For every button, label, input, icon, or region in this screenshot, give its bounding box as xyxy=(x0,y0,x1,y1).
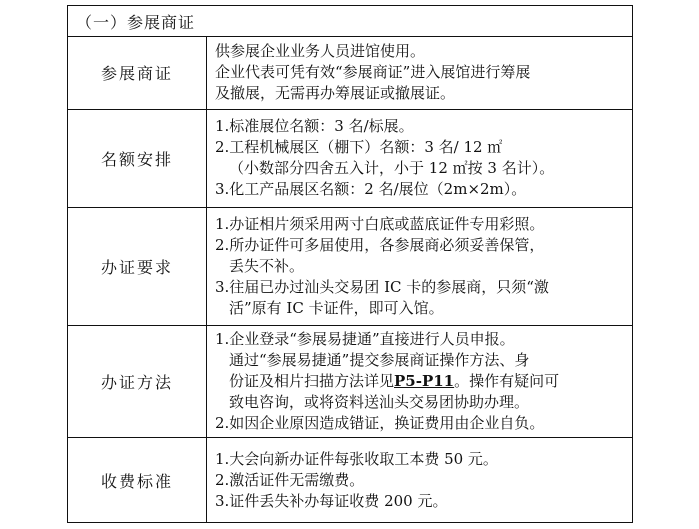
content-line: 活”原有 IC 卡证件，即可入馆。 xyxy=(229,298,444,317)
document-table xyxy=(67,5,633,523)
content-line: 供参展企业业务人员进馆使用。 xyxy=(215,42,426,61)
content-line: 企业代表可凭有效“参展商证”进入展馆进行筹展 xyxy=(215,63,531,82)
content-text: 。操作有疑问可 xyxy=(454,371,560,390)
content-text: 份证及相片扫描方法详见 xyxy=(229,371,395,390)
content-line: （小数部分四舍五入计，小于 12 ㎡按 3 名计）。 xyxy=(229,159,555,177)
content-line: 3.证件丢失补办每证收费 200 元。 xyxy=(215,491,448,510)
content-line: 致电咨询，或将资料送汕头交易团协助办理。 xyxy=(229,392,530,411)
content-line: 1.大会向新办证件每张收取工本费 50 元。 xyxy=(215,449,498,468)
content-line: 1.办证相片须采用两寸白底或蓝底证件专用彩照。 xyxy=(215,214,545,233)
table-row xyxy=(68,437,632,523)
content-line: 3.往届已办过汕头交易团 IC 卡的参展商，只须“激 xyxy=(215,277,549,296)
row-content xyxy=(207,207,633,325)
table-row xyxy=(68,325,632,437)
content-line: 2.如因企业原因造成错证，换证费用由企业自负。 xyxy=(215,413,545,432)
section-title: （一）参展商证 xyxy=(68,6,632,37)
content-line: 2.工程机械展区（棚下）名额：3 名/ 12 ㎡ xyxy=(215,138,503,156)
content-line: 及撤展，无需再办筹展证或撤展证。 xyxy=(215,84,456,103)
row-label: 办证要求 xyxy=(68,207,207,325)
content-line: 通过“参展易捷通”提交参展商证操作方法、身 xyxy=(229,350,530,369)
table-row xyxy=(68,109,632,207)
content-line xyxy=(215,371,626,392)
table-row xyxy=(68,207,632,325)
page-reference: P5-P11 xyxy=(394,371,455,390)
row-label: 名额安排 xyxy=(68,109,207,207)
content-line: 丢失不补。 xyxy=(229,256,305,275)
content-line: 1.企业登录“参展易捷通”直接进行人员申报。 xyxy=(215,329,515,348)
content-line: 1.标准展位名额：3 名/标展。 xyxy=(215,117,414,135)
content-line: 2.激活证件无需缴费。 xyxy=(215,470,365,489)
table-row xyxy=(68,37,632,109)
row-label: 办证方法 xyxy=(68,325,207,437)
row-content xyxy=(207,325,633,437)
row-label: 收费标准 xyxy=(68,437,207,523)
content-line: 3.化工产品展区名额：2 名/展位（2m×2m）。 xyxy=(215,180,527,198)
content-line: 2.所办证件可多届使用，各参展商必须妥善保管， xyxy=(215,235,545,254)
info-table xyxy=(68,37,632,523)
row-label: 参展商证 xyxy=(68,37,207,109)
row-content xyxy=(207,437,633,523)
row-content xyxy=(207,109,633,207)
row-content xyxy=(207,37,633,109)
